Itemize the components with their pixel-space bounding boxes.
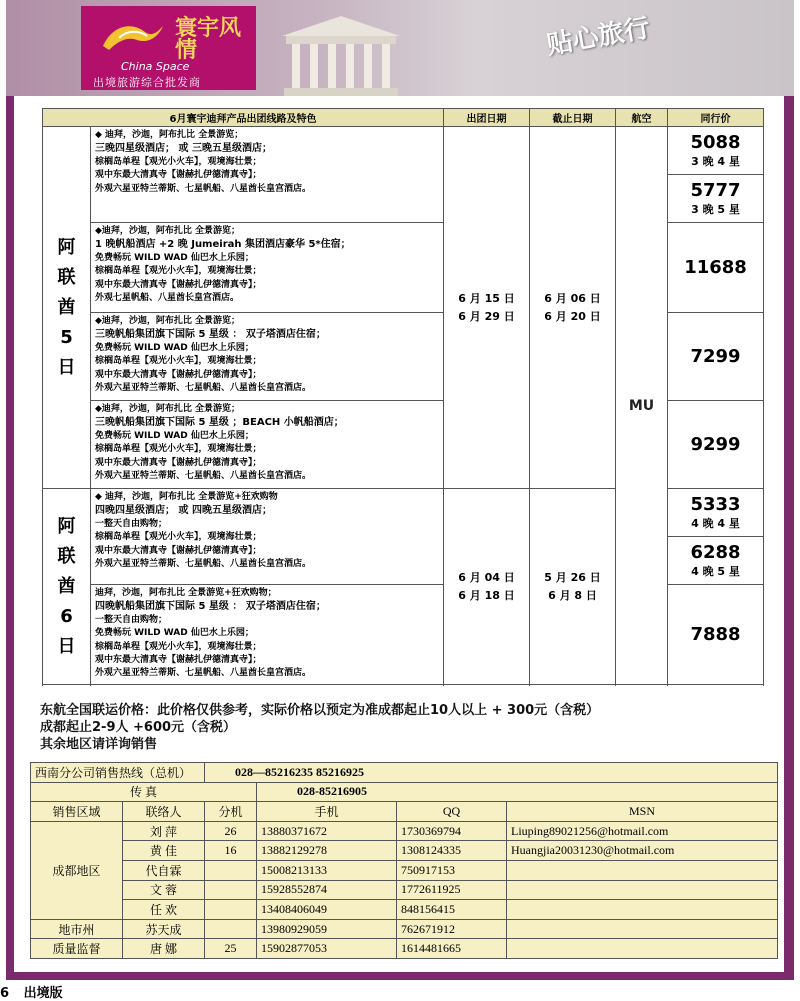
fax-label: 传 真 [31,782,257,802]
pricing-notes [40,702,780,753]
price-cell: 5777 3 晚 5 星 [668,175,764,223]
product-table [42,108,764,685]
hotline-value: 028—85216235 85216925 [205,763,778,783]
airline-code: MU [616,127,668,685]
brand-tagline: 出境旅游综合批发商 [93,76,201,89]
brand-logo [81,6,256,90]
temple-illustration-icon [276,8,406,96]
region-cell: 成都地区 [31,821,123,919]
header-route: 6月寰宇迪拜产品出团线路及特色 [43,109,444,127]
route-description: ◆迪拜，沙迦，阿布扎比 全景游览； 三晚帆船集团旗下国际 5 星级 ；BEACH 小帆船酒店； 免费畅玩 WILD WAD 仙巴水上乐园； 棕榈岛单程【观光小火车】，观境海壮景； 观中东最大清真寺【谢赫扎伊德清真寺】； 外观六星亚特兰蒂斯、七星帆船、八星酋长皇宫酒店。 [91,401,444,489]
col-msn: MSN [507,802,778,822]
contact-header-row [31,802,778,822]
note-line: 其余地区请详询销售 [40,737,158,752]
col-contact: 联络人 [123,802,205,822]
col-region: 销售区域 [31,802,123,822]
dragon-logo-icon [99,20,165,54]
fax-value: 028-85216905 [257,782,778,802]
table-row: 任 欢 13408406049 848156415 [31,900,778,920]
hotline-label: 西南分公司销售热线（总机） [31,763,205,783]
fax-row [31,782,778,802]
route-description: ◆迪拜，沙迦，阿布扎比 全景游览； 1 晚帆船酒店 +2 晚 Jumeirah 集团酒店豪华 5*住宿； 免费畅玩 WILD WAD 仙巴水上乐园； 棕榈岛单程【观光小火车】，观境海壮景； 观中东最大清真寺【谢赫扎伊德清真寺】； 外观七星帆船、八星酋长皇宫酒店。 [91,223,444,313]
header-airline: 航空 [616,109,668,127]
note-line: 东航全国联运价格：此价格仅供参考，实际价格以预定为准成都起止10人以上 + 300元（含税） [40,703,600,718]
slogan-text: 贴心旅行 [544,13,653,61]
header-price: 同行价 [668,109,764,127]
price-cell: 7299 [668,313,764,401]
table-header-row [43,109,764,127]
contact-table [30,762,778,959]
price-cell: 5333 4 晚 4 星 [668,489,764,537]
table-row: 地市州 苏天成 13980929059 762671912 [31,919,778,939]
price-cell: 7888 [668,585,764,685]
group-label-5day: 阿 联 酋 5 日 [43,127,91,489]
header-depart-date: 出团日期 [444,109,530,127]
route-description: ◆ 迪拜，沙迦，阿布扎比 全景游览； 三晚四星级酒店； 或 三晚五星级酒店； 棕榈岛单程【观光小火车】，观境海壮景； 观中东最大清真寺【谢赫扎伊德清真寺】； 外观六星亚特兰蒂斯、七星帆船、八星酋长皇宫酒店。 [91,127,444,223]
brand-name-cn: 寰宇风情 [175,16,242,63]
deadline-dates-6day: 5 月 26 日 6 月 8 日 [530,489,616,685]
table-row: 黄 佳 16 13882129278 1308124335 Huangjia20031230@hotmail.com [31,841,778,861]
price-cell: 9299 [668,401,764,489]
col-mobile: 手机 [257,802,397,822]
table-row: 质量监督 唐 娜 25 15902877053 1614481665 [31,939,778,959]
route-description: 迪拜，沙迦，阿布扎比 全景游览+狂欢购物； 四晚帆船集团旗下国际 5 星级 ： 双子塔酒店住宿； 一整天自由购物； 免费畅玩 WILD WAD 仙巴水上乐园； 棕榈岛单程【观光小火车】，观境海壮景； 观中东最大清真寺【谢赫扎伊德清真寺】； 外观六星亚特兰蒂斯、七星帆船、八星酋长皇宫酒店。 [91,585,444,685]
deadline-dates-5day: 6 月 06 日 6 月 20 日 [530,127,616,489]
table-row [43,127,764,175]
col-ext: 分机 [205,802,257,822]
section-label: 出境版 [23,986,63,1001]
table-row: 成都地区 刘 萍 26 13880371672 1730369794 Liuping89021256@hotmail.com [31,821,778,841]
price-cell: 11688 [668,223,764,313]
note-line: 成都起止2-9人 +600元（含税） [40,720,237,735]
price-cell: 6288 4 晚 5 星 [668,537,764,585]
group-label-6day: 阿 联 酋 6 日 [43,489,91,685]
page-footer [0,982,63,1001]
table-row: 文 蓉 15928552874 1772611925 [31,880,778,900]
price-cell: 5088 3 晚 4 星 [668,127,764,175]
route-description: ◆ 迪拜，沙迦，阿布扎比 全景游览+狂欢购物 四晚四星级酒店； 或 四晚五星级酒店； 一整天自由购物； 棕榈岛单程【观光小火车】，观境海壮景； 观中东最大清真寺【谢赫扎伊德清真寺】； 外观六星亚特兰蒂斯、七星帆船、八星酋长皇宫酒店。 [91,489,444,585]
route-description: ◆迪拜，沙迦，阿布扎比 全景游览； 三晚帆船集团旗下国际 5 星级 ： 双子塔酒店住宿； 免费畅玩 WILD WAD 仙巴水上乐园； 棕榈岛单程【观光小火车】，观境海壮景； 观中东最大清真寺【谢赫扎伊德清真寺】； 外观六星亚特兰蒂斯、七星帆船、八星酋长皇宫酒店。 [91,313,444,401]
brand-name-en: China Space [121,60,190,73]
page-number: 6 [0,986,10,1001]
hotline-row [31,763,778,783]
depart-dates-6day: 6 月 04 日 6 月 18 日 [444,489,530,685]
table-row: 代自霖 15008213133 750917153 [31,860,778,880]
depart-dates-5day: 6 月 15 日 6 月 29 日 [444,127,530,489]
header-deadline: 截止日期 [530,109,616,127]
col-qq: QQ [397,802,507,822]
header-banner [6,0,794,96]
